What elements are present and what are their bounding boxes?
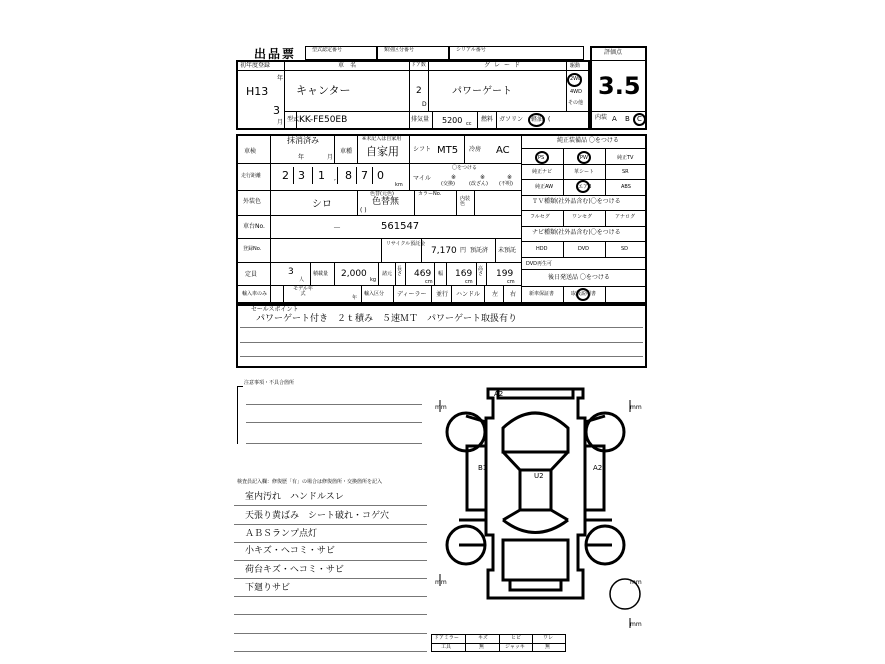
mileage-comma: , [334, 175, 336, 182]
mileage-label: 走行距離 [241, 173, 262, 179]
mileage-digit-4: 8 [345, 169, 352, 182]
color-change-value: 色替無 [372, 197, 400, 207]
load-label: 積載量 [313, 271, 329, 277]
body-outline [486, 389, 585, 598]
mileage-digit-6: 0 [377, 169, 384, 182]
note-line-1: 室内汚れ ハンドルスレ [245, 492, 344, 502]
height-unit: cm [507, 279, 515, 285]
model-year-unit: 年 [352, 295, 358, 301]
sales-label: セールスポイント [251, 306, 299, 313]
recycle-unpaid: 未預託 [498, 247, 517, 254]
displacement-label: 排気量 [411, 116, 430, 123]
recycle-label: リサイクル預託金 [386, 241, 426, 247]
bt-cell-jack-value: 無 [545, 644, 551, 650]
note-line-5: 荷台キズ・ヘコミ・サビ [245, 565, 344, 575]
mm-spare: mm [630, 621, 642, 628]
note-line-2: 天張り黄ばみ シート破れ・コゲ穴 [245, 511, 390, 521]
fuel-gasoline: ガソリン [499, 116, 524, 123]
usage-value: 自家用 [366, 145, 399, 158]
notes-label: 注意事項・不具合箇所 [244, 380, 295, 386]
load-value: 2,000 [341, 269, 367, 279]
shaken-value: 抹消済み [287, 136, 319, 145]
color-no-label: カラーNo. [418, 191, 442, 197]
mm-rear-right: mm [630, 579, 642, 586]
equip-abs: ABS [621, 184, 631, 190]
score-label: 評価点 [604, 49, 623, 56]
length-label: 長さ [397, 266, 403, 277]
reg-era: H13 [246, 85, 269, 98]
tv-analog: アナログ [615, 214, 636, 220]
equip-airbag: エアB [578, 184, 592, 190]
width-label: 幅 [438, 271, 444, 277]
category-label: 類別区分番号 [384, 47, 415, 53]
equip-sr: SR [622, 169, 629, 175]
mm-front-left: mm [435, 404, 447, 411]
usage-label: 車種 [340, 148, 353, 155]
vehicle-name: キャンター [296, 84, 351, 97]
first-reg-label: 初年度登録 [240, 62, 271, 69]
equip-tv: 純正TV [617, 155, 634, 161]
capacity-value: 3 [288, 267, 294, 277]
mark-a2-right: A2 [593, 464, 603, 472]
note-line-3: ＡＢＳランプ点灯 [245, 529, 318, 539]
recycle-value: 7,170 [431, 246, 457, 256]
cab-outline [503, 413, 568, 452]
nav-dvd: DVD [578, 246, 590, 252]
height-label: 高さ [478, 266, 484, 277]
height-value: 199 [496, 269, 514, 279]
handle-left: 左 [492, 291, 499, 298]
mile-circle-note: 〇をつける [452, 165, 478, 171]
model-year-label: モデル年式 [293, 286, 313, 297]
bt-header-crack: ヒビ [511, 635, 522, 641]
width-value: 169 [455, 269, 473, 279]
score-value: 3.5 [598, 72, 641, 100]
equip-nav: 純正ナビ [532, 169, 553, 175]
docs-title: 後日発送品 〇をつける [548, 274, 610, 281]
mileage-digit-5: 7 [361, 169, 368, 182]
bt-cell-tools: 工具 [441, 644, 452, 650]
parallel-label: 並行 [436, 291, 449, 298]
bt-header-mirror: ドアミラー [434, 635, 459, 641]
drive-other: その他 [568, 100, 584, 106]
interior-label: 内装 [595, 114, 608, 121]
capacity-label: 定員 [245, 271, 258, 278]
tv-title: ＴＶ種類(社外品含む)〇をつける [532, 198, 621, 205]
mileage-digit-2: 3 [298, 169, 305, 182]
fuel-diesel: 軽油 [531, 116, 544, 123]
interior-b: B [625, 115, 630, 123]
int-color-label: 内装色 [460, 196, 471, 207]
shift-value: MT5 [437, 145, 459, 156]
note-line-4: 小キズ・ヘコミ・サビ [245, 546, 335, 556]
doors-label: ドア数 [411, 62, 426, 68]
mark-front-a2: A2 [494, 390, 504, 398]
bt-cell-tools-value: 無 [479, 644, 485, 650]
recycle-unit: 円 [460, 247, 467, 254]
tv-oneseg: ワンセグ [572, 214, 593, 220]
reg-month-unit: 月 [277, 119, 284, 126]
usage-note: ※未記入は自家用 [362, 136, 402, 142]
mile-mark-1: ※ [451, 174, 457, 181]
dims-label: 諸元 [382, 271, 393, 277]
model-label: 型式 [287, 116, 300, 123]
color-change-paren: ( ) [360, 207, 367, 214]
equip-leather: 革シート [574, 169, 595, 175]
interior-c: C [637, 115, 642, 123]
mm-front-right: mm [630, 404, 642, 411]
bt-header-scratch: キズ [478, 635, 488, 641]
import-label: 輸入車のみ [242, 291, 268, 297]
width-unit: cm [465, 279, 473, 285]
mile-tampered: (改ざん) [469, 181, 488, 187]
shaken-month: 月 [327, 154, 334, 161]
mile-unknown: (不明) [499, 181, 513, 187]
length-value: 469 [414, 269, 432, 279]
load-unit: kg [370, 277, 377, 283]
name-label: 車名 [338, 62, 363, 69]
inspector-label: 検査員記入欄：修復歴「有」の場合は修復箇所・交換箇所を記入 [237, 479, 383, 485]
dvd-playback: DVD再生可 [526, 261, 553, 267]
reg-month: 3 [273, 104, 280, 117]
mile-exchange: (交換) [441, 181, 455, 187]
displacement-value: 5200 [442, 116, 463, 125]
nav-hdd: HDD [536, 246, 548, 252]
tv-fullseg: フルセグ [530, 214, 550, 220]
equip-title: 純正装備品 〇をつける [557, 137, 619, 144]
mileage-unit: km [395, 182, 403, 188]
chassis-dash: － [333, 223, 341, 232]
doors-value: 2 [416, 86, 422, 96]
shift-label: シフト [413, 146, 432, 153]
handle-label: ハンドル [456, 291, 481, 298]
model-value: KK-FE50EB [299, 115, 348, 125]
grade-value: パワーゲート [452, 86, 512, 97]
note-line-6: 下廻りサビ [245, 583, 291, 593]
nav-title: ナビ種類(社外品含む)〇をつける [532, 229, 621, 236]
shaken-year: 年 [298, 154, 305, 161]
mile-mark-2: ※ [480, 174, 486, 181]
fuel-paren: ( [548, 116, 551, 123]
import-class-label: 輸入区分 [364, 291, 385, 297]
equip-ps: PS [538, 155, 545, 161]
mile-mark-3: ※ [507, 174, 513, 181]
handle-right: 右 [510, 291, 517, 298]
nav-sd: SD [621, 246, 629, 252]
length-unit: cm [425, 279, 433, 285]
ac-value: AC [496, 145, 510, 156]
mileage-digit-1: 2 [282, 169, 289, 182]
reg-no-label: 登録No. [243, 246, 262, 252]
docs-manual: 取扱説明書 [571, 291, 597, 297]
serial-label: シリアル番号 [456, 47, 486, 53]
sales-text: パワーゲート付き ２ｔ積み ５速ＭＴ パワーゲート取扱有り [256, 314, 518, 324]
drive-2wd: 2WD [570, 76, 582, 82]
interior-a: A [612, 115, 617, 123]
mile-label: マイル [413, 175, 431, 182]
equip-pw: PW [580, 155, 588, 161]
ac-label: 冷房 [469, 146, 482, 153]
bt-header-break: ワレ [543, 635, 554, 641]
mileage-digit-3: 1 [318, 169, 325, 182]
docs-warranty: 新車保証書 [529, 291, 555, 297]
chassis-value: 561547 [381, 221, 420, 232]
mm-rear-left: mm [435, 579, 447, 586]
chassis-label: 車台No. [243, 223, 265, 230]
bt-cell-jack: ジャッキ [505, 644, 525, 650]
capacity-unit: 人 [299, 277, 305, 283]
import-class-value: ディーラー [397, 291, 427, 298]
equip-aw: 純正AW [535, 184, 554, 190]
form-title: 出品票 [254, 47, 297, 61]
displacement-unit: cc [466, 121, 472, 127]
drive-4wd: 4WD [570, 89, 582, 95]
doors-unit: D [422, 101, 427, 108]
grade-label: グレード [484, 62, 525, 69]
drive-label: 駆動 [570, 63, 581, 69]
mark-b1: B1 [478, 464, 488, 472]
model-cert-label: 型式認定番号 [312, 47, 343, 53]
shaken-label: 車検 [244, 148, 257, 155]
ext-color-label: 外装色 [243, 198, 262, 205]
fuel-label: 燃料 [481, 116, 494, 123]
mark-u2: U2 [534, 472, 544, 480]
color-change-label: 色替(元色) [370, 191, 394, 197]
reg-year-unit: 年 [277, 75, 284, 82]
ext-color-value: シロ [312, 199, 332, 210]
recycle-paid: 預託済 [470, 247, 489, 254]
